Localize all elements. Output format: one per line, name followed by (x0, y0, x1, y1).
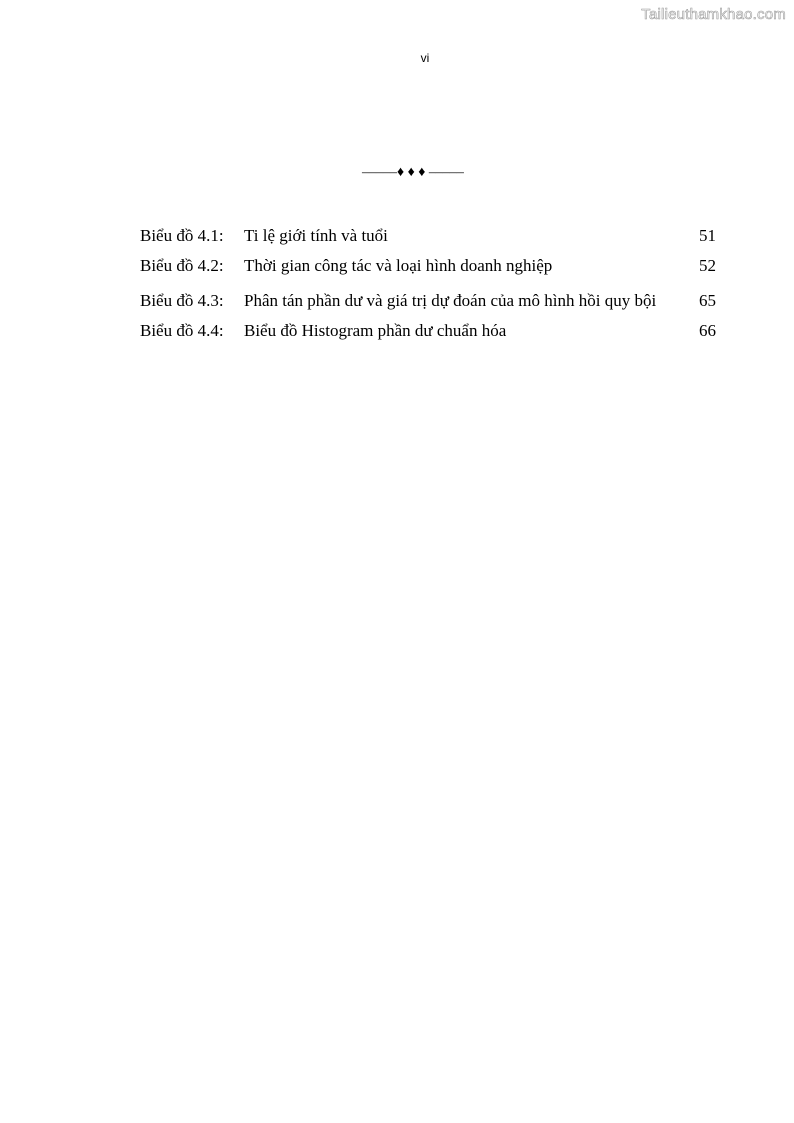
toc-entry-title: Thời gian công tác và loại hình doanh nghiệp (244, 256, 553, 275)
toc-entry-page: 51 (699, 226, 716, 245)
toc-entry[interactable] (140, 254, 716, 278)
toc-entry-title: Biểu đồ Histogram phần dư chuẩn hóa (244, 321, 507, 340)
toc-entry-page: 65 (699, 291, 716, 310)
toc-entry-page: 66 (699, 321, 716, 340)
toc-entry-title: Ti lệ giới tính và tuổi (244, 226, 388, 245)
page-number: vi (420, 51, 430, 65)
watermark: Tailieuthamkhao.com (641, 6, 786, 23)
list-of-charts (140, 224, 716, 343)
toc-entry-label: Biểu đồ 4.4: (140, 321, 224, 340)
toc-entry-label: Biểu đồ 4.3: (140, 291, 224, 310)
toc-entry-label: Biểu đồ 4.1: (140, 226, 224, 245)
ornament-divider: –––––♦ ♦ ♦ ––––– (362, 165, 464, 180)
toc-entry-title: Phân tán phần dư và giá trị dự đoán của mô hình hồi quy bội (244, 291, 657, 310)
toc-entry[interactable] (140, 224, 716, 248)
toc-entry-label: Biểu đồ 4.2: (140, 256, 224, 275)
toc-entry-page: 52 (699, 256, 716, 275)
toc-entry[interactable] (140, 289, 716, 313)
toc-entry[interactable] (140, 319, 716, 343)
